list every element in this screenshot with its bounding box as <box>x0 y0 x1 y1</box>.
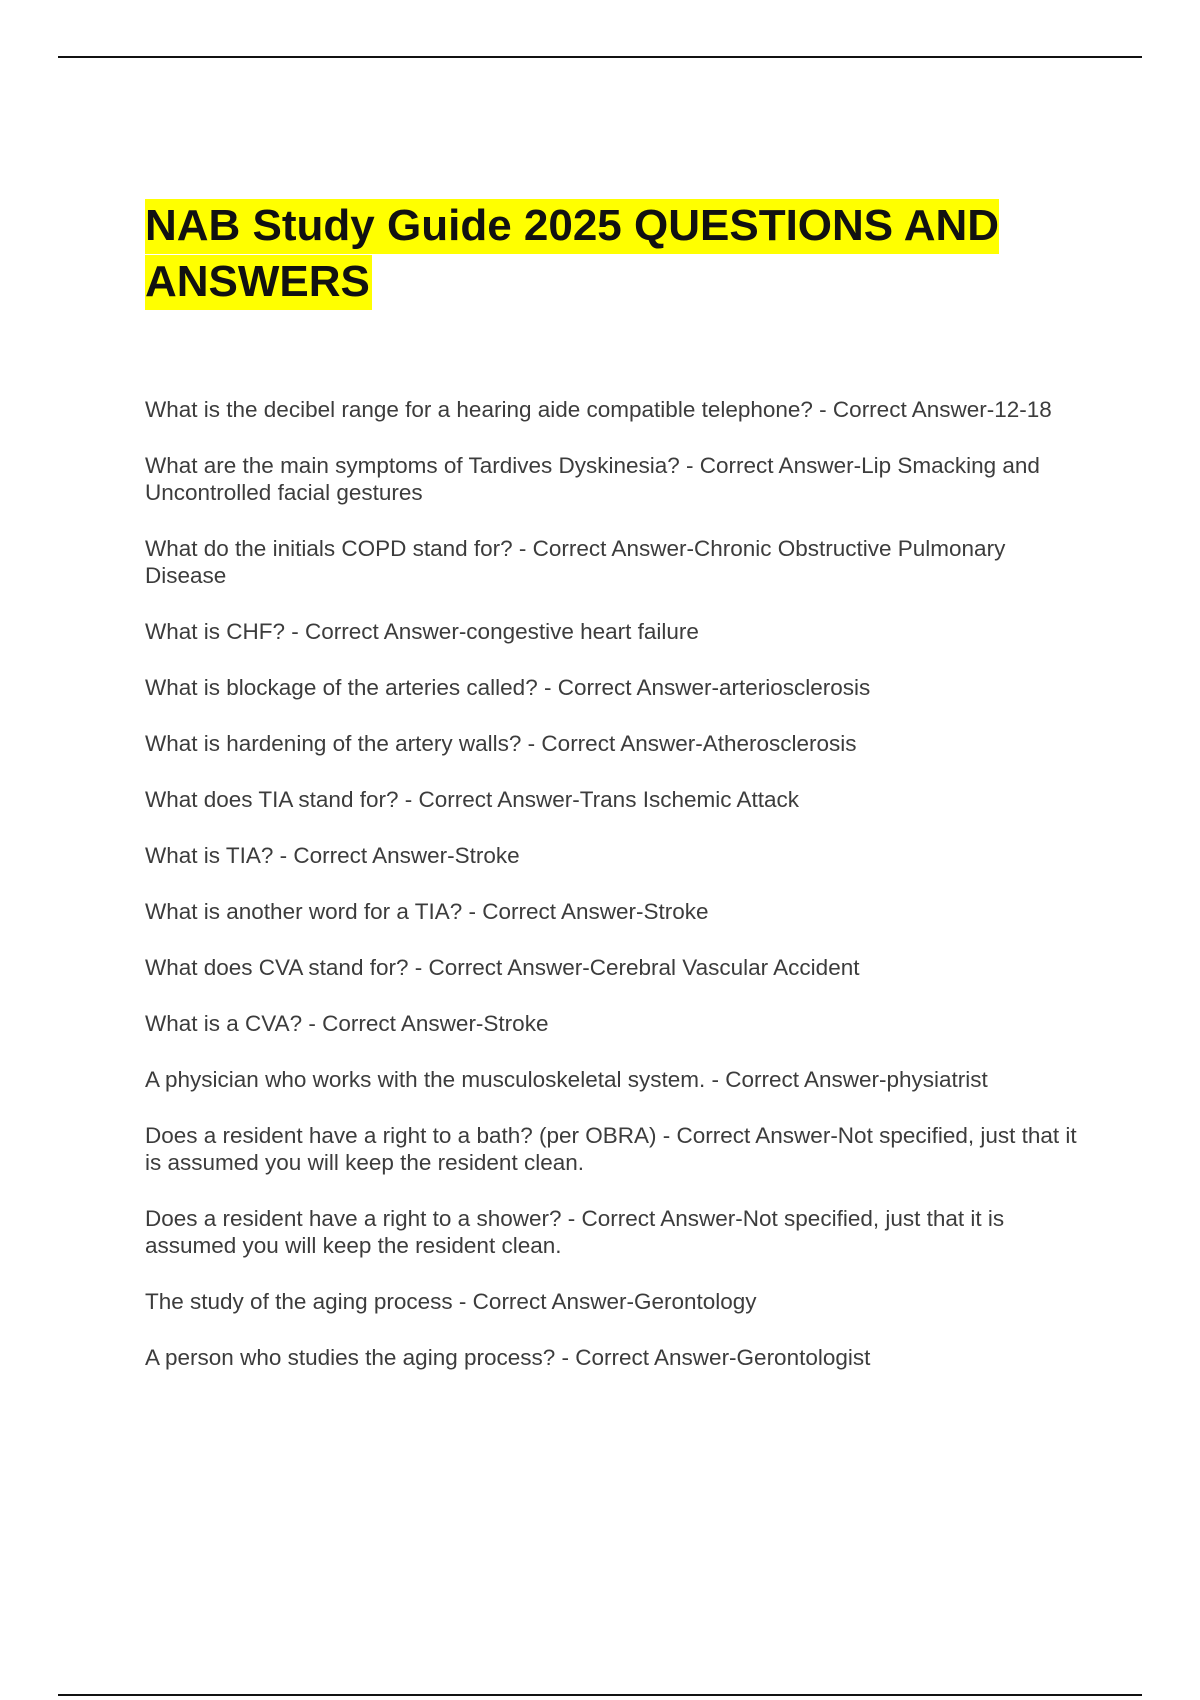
qa-item: Does a resident have a right to a bath? (per OBRA) - Correct Answer-Not specified, just that it is assumed you will keep the resident clean. <box>145 1123 1077 1175</box>
qa-item: What is hardening of the artery walls? - Correct Answer-Atherosclerosis <box>145 731 857 756</box>
bottom-rule <box>58 1694 1142 1696</box>
page-title-text: NAB Study Guide 2025 QUESTIONS AND ANSWERS <box>145 199 999 310</box>
qa-item: The study of the aging process - Correct Answer-Gerontology <box>145 1289 757 1314</box>
qa-item: What is TIA? - Correct Answer-Stroke <box>145 843 520 868</box>
qa-item: Does a resident have a right to a shower? - Correct Answer-Not specified, just that it is assumed you will keep the resident clean. <box>145 1206 1005 1258</box>
qa-item: What is blockage of the arteries called? - Correct Answer-arteriosclerosis <box>145 675 871 700</box>
qa-list <box>145 396 1090 1400</box>
qa-item: What does TIA stand for? - Correct Answer-Trans Ischemic Attack <box>145 787 799 812</box>
qa-item: What is the decibel range for a hearing aide compatible telephone? - Correct Answer-12-18 <box>145 397 1052 422</box>
qa-item: What is a CVA? - Correct Answer-Stroke <box>145 1011 549 1036</box>
top-rule <box>58 56 1142 58</box>
page-title <box>145 198 1085 310</box>
qa-item: What do the initials COPD stand for? - Correct Answer-Chronic Obstructive Pulmonary Disease <box>145 536 1006 588</box>
qa-item: What is CHF? - Correct Answer-congestive heart failure <box>145 619 699 644</box>
qa-item: A physician who works with the musculoskeletal system. - Correct Answer-physiatrist <box>145 1067 988 1092</box>
qa-item: A person who studies the aging process? - Correct Answer-Gerontologist <box>145 1345 871 1370</box>
qa-item: What does CVA stand for? - Correct Answer-Cerebral Vascular Accident <box>145 955 860 980</box>
qa-item: What are the main symptoms of Tardives Dyskinesia? - Correct Answer-Lip Smacking and Uncontrolled facial gestures <box>145 453 1040 505</box>
qa-item: What is another word for a TIA? - Correct Answer-Stroke <box>145 899 709 924</box>
